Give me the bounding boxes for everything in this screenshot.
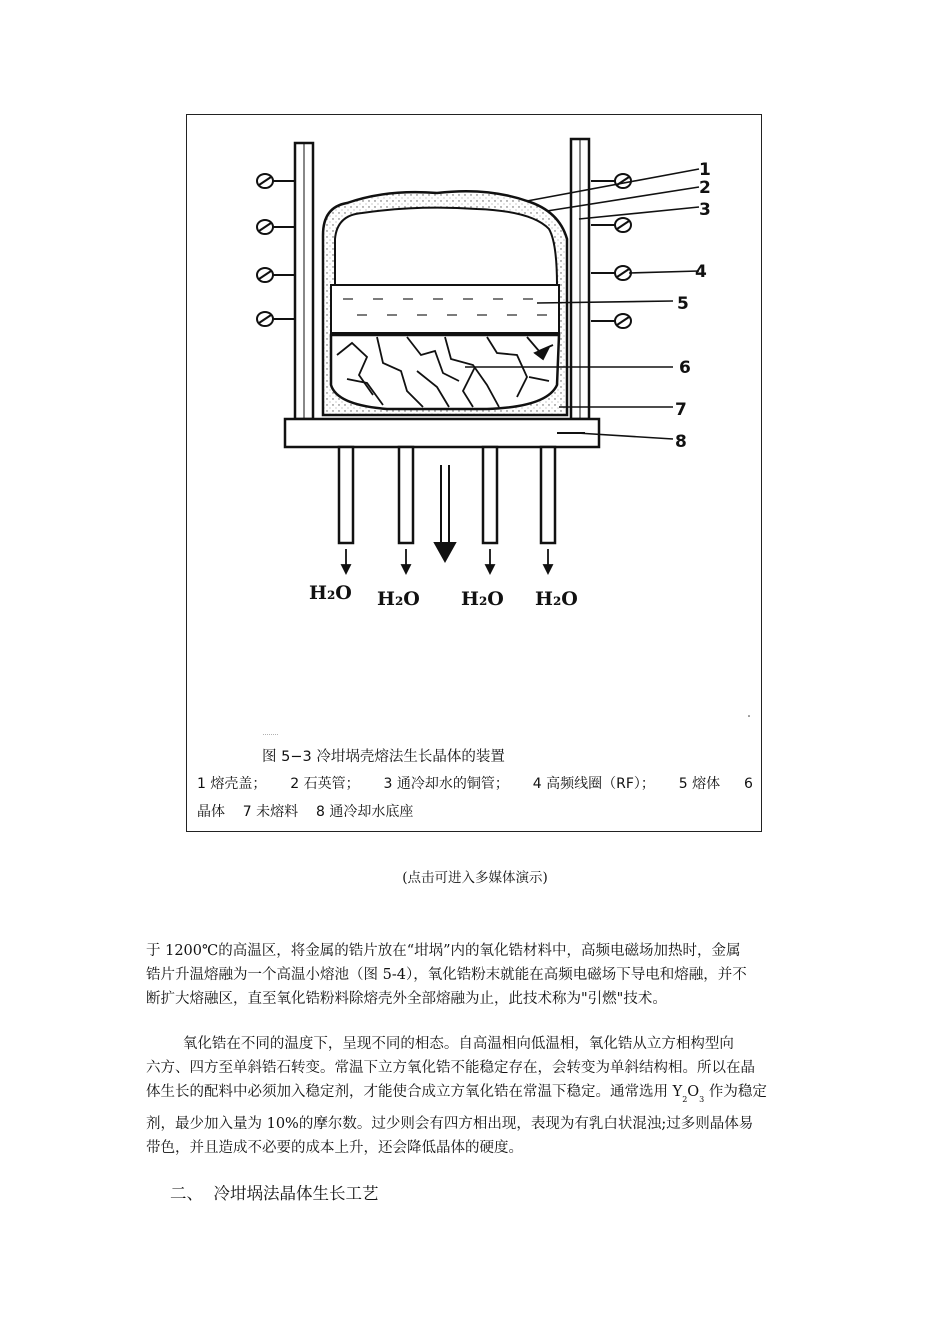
label-7: 7 [675, 400, 687, 420]
melt [331, 285, 559, 333]
water-label-4: H₂O [535, 588, 578, 610]
paragraph-line: 六方、四方至单斜锆石转变。常温下立方氧化锆不能稳定存在，会转变为单斜结构相。所以在晶 [146, 1060, 755, 1076]
section-heading: 二、 冷坩埚法晶体生长工艺 [170, 1184, 379, 1203]
water-pipes [339, 447, 555, 543]
formula-subscript: 3 [699, 1095, 705, 1104]
formula-subscript: 2 [682, 1095, 688, 1104]
water-label-2: H₂O [377, 588, 420, 610]
label-3: 3 [699, 200, 711, 220]
formula-o: O [687, 1084, 700, 1100]
figure-frame[interactable] [186, 114, 762, 832]
legend-item: 3 通冷却水的铜管； [383, 776, 509, 792]
cooling-base [285, 419, 599, 447]
paragraph-line: 断扩大熔融区，直至氧化锆粉料除熔壳外全部熔融为止，此技术称为"引燃"技术。 [146, 991, 667, 1007]
paragraph-line: 带色，并且造成不必要的成本上升，还会降低晶体的硬度。 [146, 1140, 523, 1156]
label-4: 4 [695, 262, 707, 282]
crucible-apparatus-diagram [187, 115, 761, 735]
water-label-3: H₂O [461, 588, 504, 610]
paragraph-line: 剂，最少加入量为 10%的摩尔数。过少则会有四方相出现，表现为有乳白状混浊;过多则晶体易 [146, 1116, 754, 1132]
label-1: 1 [699, 160, 711, 180]
paragraph-line [146, 1080, 808, 1112]
legend-line-2: 晶体 7 未熔料 8 通冷却水底座 [197, 804, 414, 820]
legend-item: 4 高频线圈（RF）； [532, 776, 655, 792]
paragraph-line: 锆片升温熔融为一个高温小熔池（图 5-4），氧化锆粉末就能在高频电磁场下导电和熔融，并不 [146, 967, 747, 983]
figure-caption-title: 图 5−3 冷坩埚壳熔法生长晶体的装置 [262, 749, 505, 765]
legend-item: 2 石英管； [290, 776, 360, 792]
paragraph-line: 氧化锆在不同的温度下，呈现不同的相态。自高温相向低温相，氧化锆从立方相构型向 [146, 1036, 734, 1052]
formula-y2o3 [672, 1084, 705, 1104]
figure-legend [197, 770, 753, 826]
paragraph-line: 于 1200℃的高温区，将金属的锆片放在“坩埚”内的氧化锆材料中，高频电磁场加热时，金属 [146, 943, 741, 959]
legend-item: 6 [744, 776, 753, 792]
multimedia-demo-link[interactable]: (点击可进入多媒体演示) [402, 870, 548, 886]
label-6: 6 [679, 358, 691, 378]
paragraph-text: 体生长的配料中必须加入稳定剂，才能使合成立方氧化锆在常温下稳定。通常选用 [146, 1084, 668, 1100]
formula-y: Y [672, 1084, 683, 1100]
legend-item: 1 熔壳盖； [197, 776, 267, 792]
paragraph-text: 作为稳定 [708, 1084, 767, 1100]
label-5: 5 [677, 294, 689, 314]
legend-item: 5 熔体 [678, 776, 721, 792]
rf-coil-left [257, 174, 295, 326]
rf-coil-right [591, 174, 631, 328]
water-label-1: H₂O [309, 582, 352, 604]
paragraph-ignition [146, 939, 808, 1011]
label-2: 2 [699, 178, 711, 198]
label-8: 8 [675, 432, 687, 452]
paragraph-phases [146, 1032, 808, 1160]
pull-down-arrow [435, 465, 455, 561]
